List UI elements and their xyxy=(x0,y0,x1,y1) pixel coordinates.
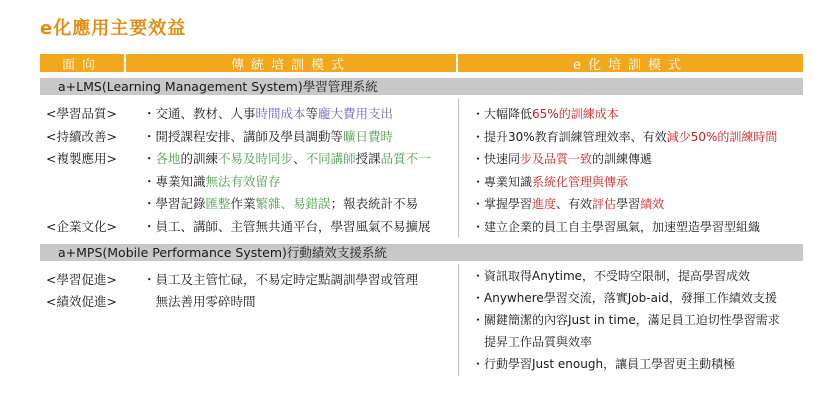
text-segment: 授課 xyxy=(355,151,381,167)
lms-elearning-cell xyxy=(472,106,619,122)
text-segment: ・快速同 xyxy=(472,152,521,167)
text-segment: 繁雜、易錯誤 xyxy=(255,196,331,212)
lms-category: <複製應用> xyxy=(46,151,117,167)
text-segment: ・學習記錄 xyxy=(143,196,206,212)
lms-elearning-cell xyxy=(472,196,664,212)
text-segment: ・專業知識 xyxy=(472,174,533,189)
text-segment: 65%的訓練成本 xyxy=(532,107,619,121)
text-segment: 步及品質一致 xyxy=(520,152,593,167)
lms-traditional-cell xyxy=(143,129,393,145)
text-segment: 作業 xyxy=(230,196,256,212)
mps-elearning-line: ・資訊取得Anytime，不受時空限制，提高學習成效 xyxy=(472,269,751,283)
text-segment: ；報表統計不易 xyxy=(330,196,419,212)
text-segment: ・大幅降低 xyxy=(472,107,533,121)
text-segment: 不易及時同步 xyxy=(218,151,294,167)
mps-category: <績效促進> xyxy=(46,294,117,309)
lms-category: <持續改善> xyxy=(46,128,117,144)
text-segment: ・專業知識 xyxy=(143,173,206,189)
lms-traditional-cell xyxy=(143,174,281,190)
text-segment: 無法有效留存 xyxy=(205,173,281,189)
lms-traditional-cell xyxy=(143,196,418,212)
mps-elearning-line: ・Anywhere學習交流，落實Job-aid，發揮工作績效支援 xyxy=(472,291,777,305)
text-segment: 匯整 xyxy=(205,196,231,212)
lms-traditional-cell xyxy=(143,151,431,167)
lms-category: <企業文化> xyxy=(46,219,117,234)
text-segment: 、 xyxy=(293,151,306,167)
mps-category: <學習促進> xyxy=(46,272,117,287)
mps-traditional-line: 無法善用零碎時間 xyxy=(143,294,256,309)
lms-traditional-cell xyxy=(143,219,431,235)
header-aspect: 面向 xyxy=(40,54,124,72)
text-segment: 績效 xyxy=(640,197,665,212)
header-elearning: e化培訓模式 xyxy=(458,54,803,72)
column-divider xyxy=(458,264,459,376)
lms-elearning-cell xyxy=(472,129,777,145)
text-segment: 時間成本 xyxy=(255,106,306,121)
lms-traditional-cell xyxy=(143,106,393,122)
text-segment: 不同講師 xyxy=(305,151,356,167)
text-segment: ・提升30%教育訓練管理效率、有效 xyxy=(472,129,667,144)
text-segment: ・交通、教材、人事 xyxy=(143,106,256,121)
text-segment: 進度 xyxy=(532,197,557,212)
text-segment: ・員工、講師、主管無共通平台，學習風氣不易擴展 xyxy=(143,219,431,234)
text-segment: ・掌握學習 xyxy=(472,197,533,212)
text-segment: 學習 xyxy=(616,197,641,212)
text-segment: ・ xyxy=(143,151,156,167)
header-traditional: 傳統培訓模式 xyxy=(126,54,456,72)
lms-category: <學習品質> xyxy=(46,106,117,121)
text-segment: 系統化管理與傳承 xyxy=(532,174,629,189)
page-title: e化應用主要效益 xyxy=(40,18,187,39)
lms-elearning-cell xyxy=(472,219,760,235)
mps-elearning-line: ・行動學習Just enough，讓員工學習更主動積極 xyxy=(472,357,736,371)
text-segment: ・開授課程安排、講師及學員調動等 xyxy=(143,128,344,144)
lms-section-bar: a+LMS(Learning Management System)學習管理系統 xyxy=(40,78,803,95)
text-segment: 龐大費用支出 xyxy=(318,106,394,121)
mps-elearning-line: ・關鍵簡潔的內容Just in time，滿足員工迫切性學習需求 xyxy=(472,313,780,327)
text-segment: 等 xyxy=(305,106,319,121)
lms-elearning-cell xyxy=(472,174,628,190)
text-segment: 、有效 xyxy=(556,197,593,212)
mps-section-bar: a+MPS(Mobile Performance System)行動績效支援系統 xyxy=(40,244,803,261)
mps-elearning-line: 提昇工作品質與效率 xyxy=(472,335,593,349)
column-divider xyxy=(458,98,459,238)
lms-elearning-cell xyxy=(472,151,652,167)
text-segment: 品質不一 xyxy=(380,151,431,167)
mps-traditional-line: ・員工及主管忙碌，不易定時定點調訓學習或管理 xyxy=(143,272,419,287)
text-segment: 各地 xyxy=(155,151,181,167)
text-segment: 的訓練傳遞 xyxy=(592,152,653,167)
text-segment: 的訓練 xyxy=(180,151,219,167)
text-segment: 曠日費時 xyxy=(343,128,394,144)
text-segment: 評估 xyxy=(592,197,617,212)
text-segment: ・建立企業的員工自主學習風氣，加速塑造學習型組織 xyxy=(472,220,761,234)
text-segment: 減少50%的訓練時間 xyxy=(666,129,778,144)
